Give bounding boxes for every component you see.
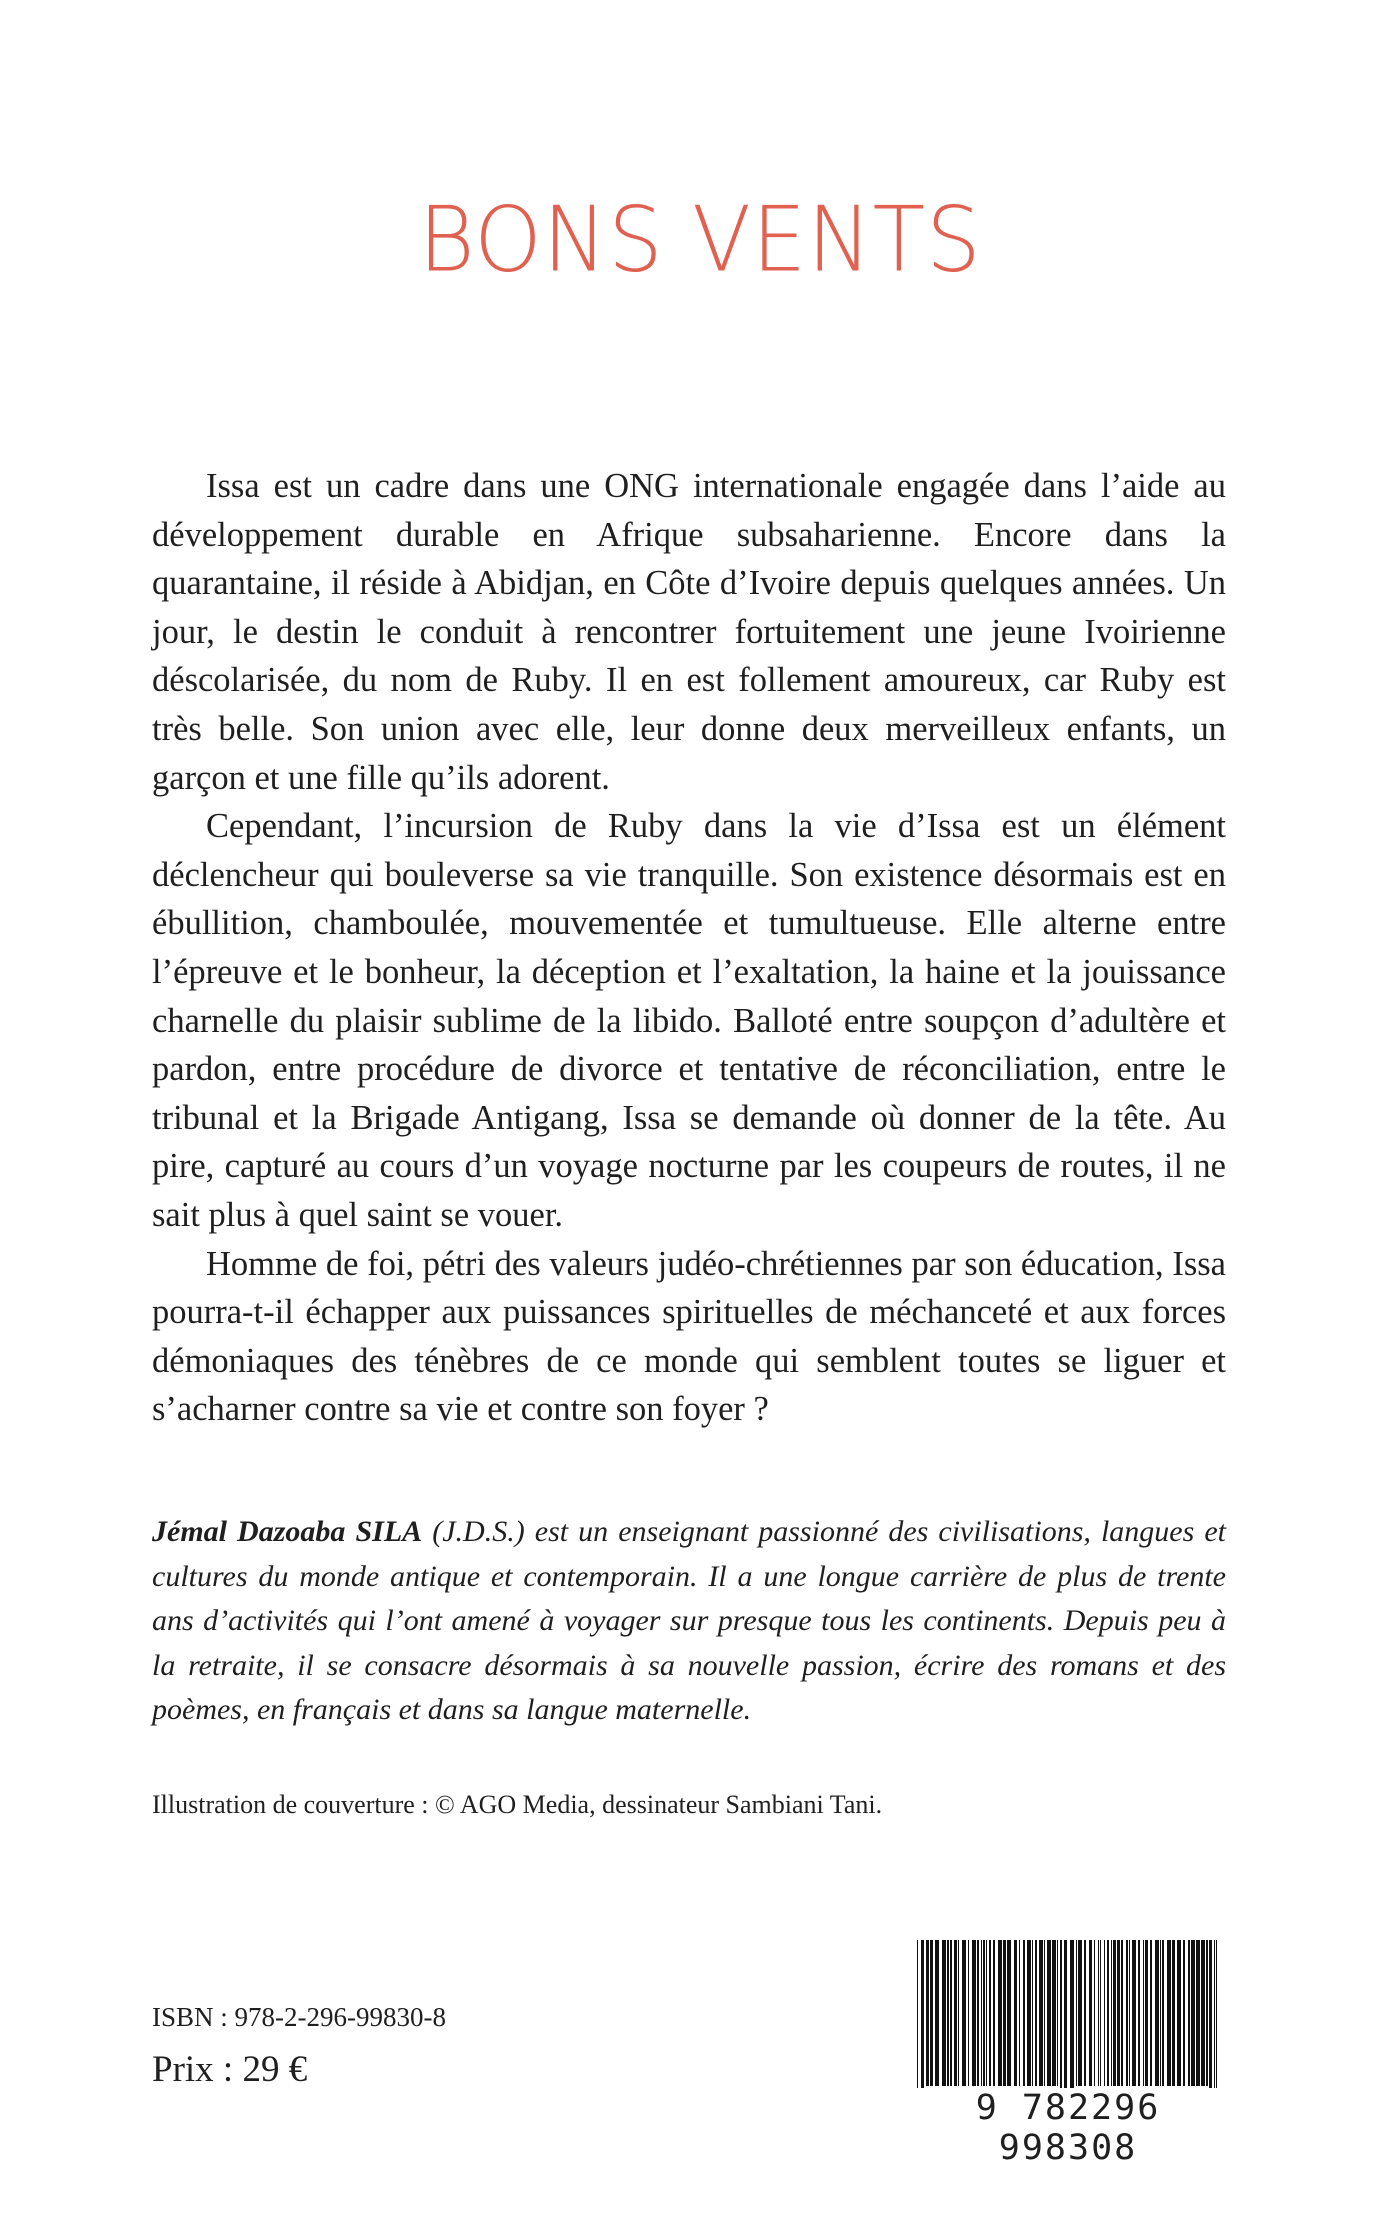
barcode-bar (1094, 1940, 1095, 2086)
barcode-bar (921, 1940, 924, 2102)
barcode-bar (1032, 1940, 1033, 2086)
barcode-bar (1100, 1940, 1101, 2086)
barcode-bar (1172, 1940, 1175, 2086)
barcode-bar (1070, 1940, 1074, 2102)
barcode-bar (993, 1940, 995, 2086)
barcode-bar (983, 1940, 985, 2086)
barcode-bar (1209, 1940, 1212, 2102)
barcode-bar (1107, 1940, 1109, 2086)
barcode-bar (1076, 1940, 1077, 2086)
barcode-bar (954, 1940, 957, 2086)
barcode-bar (1014, 1940, 1017, 2086)
barcode-bar (1196, 1940, 1200, 2086)
barcode-bar (981, 1940, 982, 2086)
barcode-bar (917, 1940, 918, 2102)
barcode-digits: 9 782296 998308 (913, 2088, 1223, 2168)
barcode-bar (1044, 1940, 1045, 2086)
barcode-bar (1023, 1940, 1025, 2086)
barcode-bar (1003, 1940, 1006, 2086)
barcode-bar (1162, 1940, 1164, 2086)
barcode-bar (1121, 1940, 1123, 2086)
author-bio-text: (J.D.S.) est un enseignant passionné des civilisations, langues et cultures du monde antique et contemporain. Il a une longue carrière de plus de trente ans d’activités qui l’ont amené à voyager sur presque tous les continents. Depuis peu à la retraite, il se consacre désormais à sa nouvelle passion, écrire des romans et des poèmes, en français et dans sa langue maternelle. (152, 1515, 1226, 1726)
barcode-bar (1039, 1940, 1043, 2086)
barcode-bar (1057, 1940, 1058, 2086)
barcode-bar (926, 1940, 929, 2086)
barcode-bar (1160, 1940, 1161, 2086)
author-bio (152, 1510, 1226, 1733)
barcode-bar (1183, 1940, 1185, 2086)
barcode-bar (1111, 1940, 1112, 2086)
barcode-bar (935, 1940, 939, 2086)
barcode-bar (942, 1940, 946, 2086)
barcode-bar (977, 1940, 979, 2086)
barcode-bar (1047, 1940, 1051, 2086)
barcode-bar (1188, 1940, 1190, 2086)
barcode-bar (962, 1940, 966, 2086)
barcode-bar (930, 1940, 933, 2086)
barcode-bar (1098, 1940, 1099, 2086)
barcode-bar (972, 1940, 976, 2086)
barcode-bar (1060, 1940, 1062, 2102)
barcode-bar (1084, 1940, 1086, 2086)
barcode-bar (958, 1940, 959, 2086)
barcode-bar (998, 1940, 1002, 2086)
barcode-bar (1143, 1940, 1144, 2086)
barcode-bar (1104, 1940, 1105, 2086)
barcode-bar (1052, 1940, 1056, 2086)
barcode-bar (1089, 1940, 1092, 2086)
barcode-bar (947, 1940, 949, 2086)
barcode-bar (1216, 1940, 1217, 2102)
author-name: Jémal Dazoaba SILA (152, 1515, 423, 1548)
barcode-bar (1132, 1940, 1136, 2086)
barcode-bar (986, 1940, 987, 2086)
barcode-bar (950, 1940, 952, 2086)
barcode-bar (1155, 1940, 1159, 2086)
synopsis-paragraph: Cependant, l’incursion de Ruby dans la vie d’Issa est un élément déclencheur qui bouleverse sa vie tranquille. Son existence désormais est en ébullition, chamboulée, mouvementée et tumultueuse. Elle alterne entre l’épreuve et le bonheur, la déception et l’exaltation, la haine et la jouissance charnelle du plaisir sublime de la libido. Balloté entre soupçon d’adultère et pardon, entre procédure de divorce et tentative de réconciliation, entre le tribunal et la Brigade Antigang, Issa se demande où donner de la tête. Au pire, capturé au cours d’un voyage nocturne par les coupeurs de routes, il ne sait plus à quel saint se vouer. (152, 807, 1226, 1234)
synopsis-paragraph: Issa est un cadre dans une ONG internationale engagée dans l’aide au développement durable en Afrique subsaharienne. Encore dans la quarantaine, il réside à Abidjan, en Côte d’Ivoire depuis quelques années. Un jour, le destin le conduit à rencontrer fortuitement une jeune Ivoirienne déscolarisée, du nom de Ruby. Il en est follement amoureux, car Ruby est très belle. Son union avec elle, leur donne deux merveilleux enfants, un garçon et une fille qu’ils adorent. (152, 467, 1226, 797)
barcode-bar (1150, 1940, 1152, 2086)
synopsis (152, 462, 1226, 1434)
barcode-bar (1064, 1940, 1067, 2102)
barcode-bar (1078, 1940, 1082, 2086)
synopsis-paragraph: Homme de foi, pétri des valeurs judéo-chrétiennes par son éducation, Issa pourra-t-il échapper aux puissances spirituelles de méchanceté et aux forces démoniaques des ténèbres de ce monde qui semblent toutes se liguer et s’acharner contre sa vie et contre son foyer ? (152, 1244, 1226, 1429)
barcode-bar (1138, 1940, 1140, 2086)
barcode-bar (1201, 1940, 1205, 2086)
barcode-bar (1027, 1940, 1031, 2086)
barcode-bar (1117, 1940, 1120, 2086)
barcode-bar (1113, 1940, 1116, 2086)
barcode-bar (989, 1940, 991, 2086)
isbn: ISBN : 978-2-296-99830-8 (152, 2002, 446, 2032)
barcode-bar (1035, 1940, 1037, 2086)
barcode-bar (1126, 1940, 1128, 2086)
barcode-bar (1129, 1940, 1130, 2086)
illustration-credit: Illustration de couverture : © AGO Media, dessinateur Sambiani Tani. (152, 1790, 883, 1819)
barcode (913, 1940, 1223, 2102)
barcode-bar (1007, 1940, 1011, 2086)
barcode-bar (1177, 1940, 1181, 2086)
book-title: BONS VENTS (418, 187, 982, 293)
barcode-bar (1019, 1940, 1020, 2086)
barcode-bar (968, 1940, 969, 2086)
barcode-bar (1191, 1940, 1195, 2086)
barcode-bar (1145, 1940, 1148, 2086)
barcode-bar (1206, 1940, 1208, 2086)
price: Prix : 29 € (152, 2049, 308, 2090)
barcode-bar (1214, 1940, 1215, 2102)
barcode-bar (1167, 1940, 1171, 2086)
